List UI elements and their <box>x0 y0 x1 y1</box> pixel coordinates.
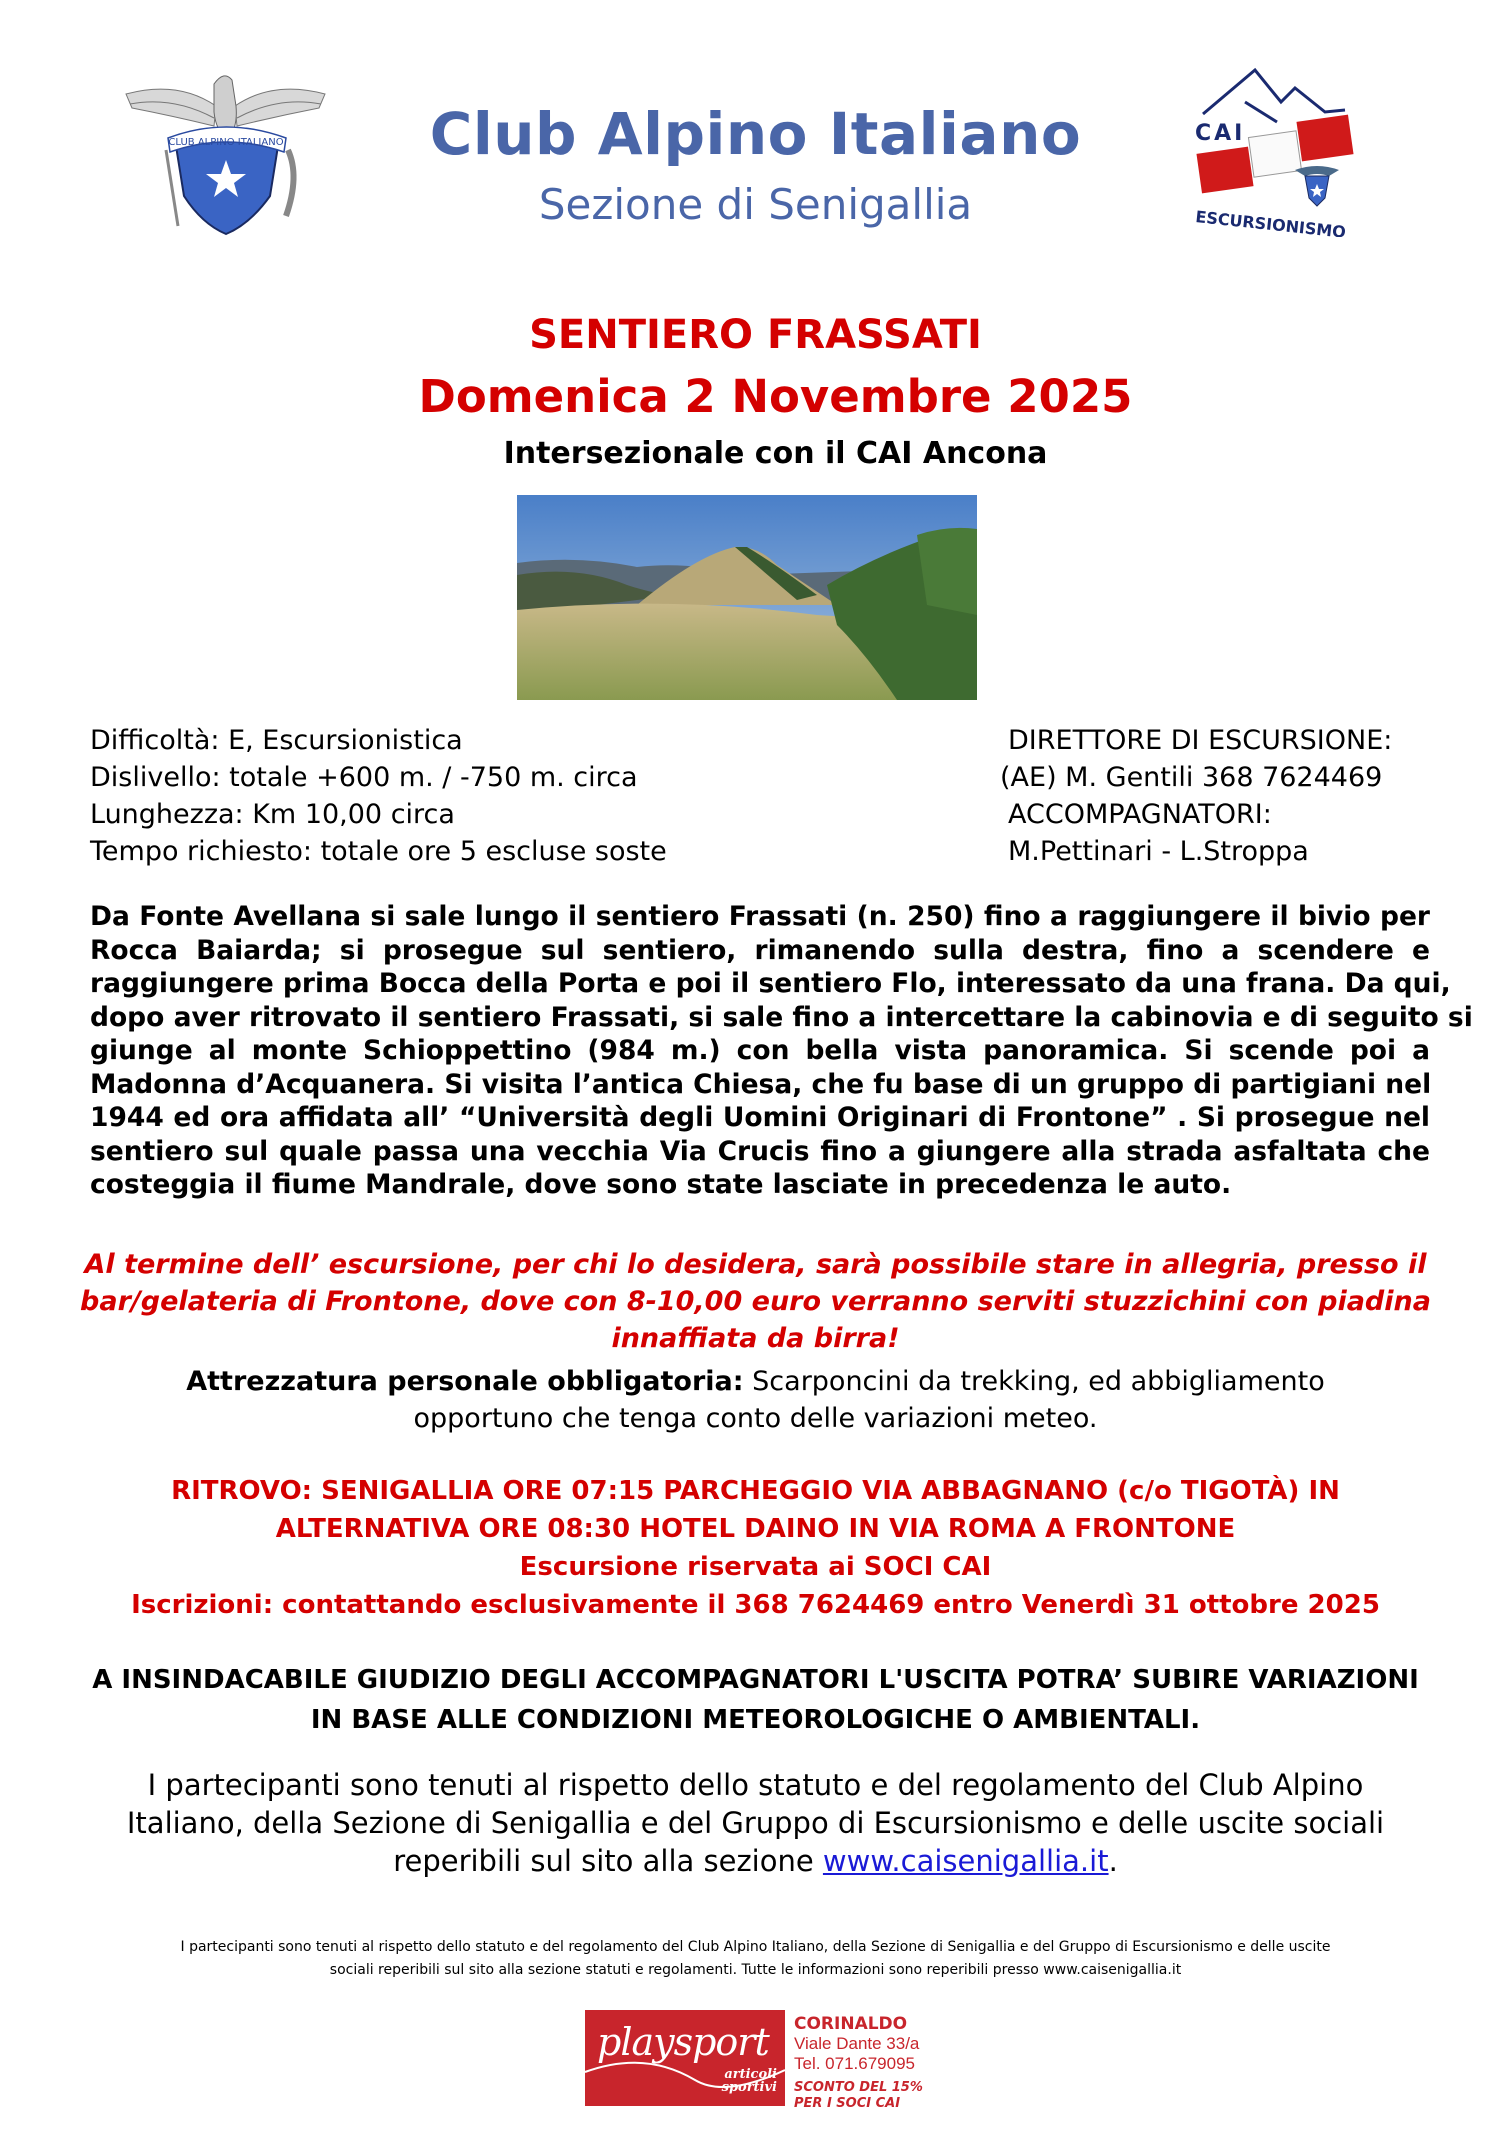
cai-escursionismo-logo-icon <box>1185 62 1365 237</box>
guides-names: M.Pettinari - L.Stroppa <box>1008 836 1309 867</box>
playsport-logo <box>585 2010 785 2106</box>
route-description <box>90 900 1473 1202</box>
description-line: Rocca Baiarda; si prosegue sul sentiero, rimanendo sulla destra, fino a scendere e <box>90 934 1430 966</box>
sponsor-tagline <box>722 2068 777 2094</box>
svg-text:ESCURSIONISMO: ESCURSIONISMO <box>1194 207 1347 237</box>
equipment-section <box>0 1363 1511 1437</box>
meeting-line: RITROVO: SENIGALLIA ORE 07:15 PARCHEGGIO VIA ABBAGNANO (c/o TIGOTÀ) IN <box>171 1476 1340 1506</box>
description-line: raggiungere prima Bocca della Porta e poi il sentiero Flo, interessato da una frana. Da qui, <box>90 968 1451 999</box>
members-only-note: Escursione riservata ai SOCI CAI <box>519 1552 992 1582</box>
website-link[interactable]: www.caisenigallia.it <box>822 1844 1109 1878</box>
participants-line: reperibili sul sito alla sezione <box>393 1844 823 1878</box>
fine-print-line: sociali reperibili sul sito alla sezione statuti e regolamenti. Tutte le informazioni sono reperibili presso www.caisenigallia.it <box>329 1962 1182 1978</box>
description-line: sentiero sul quale passa una vecchia Via Crucis fino a giungere alla strada asfaltata che <box>90 1135 1430 1167</box>
trip-leaders <box>1000 722 1392 870</box>
after-note-line: bar/gelateria di Frontone, dove con 8-10,00 euro verranno serviti stuzzichini con piadina <box>80 1286 1431 1317</box>
discount-line: SCONTO DEL 15% <box>794 2080 923 2095</box>
description-line: 1944 ed ora affidata all’ “Università degli Uomini Originari di Frontone” . Si prosegue nel <box>90 1102 1430 1133</box>
sponsor-discount <box>794 2080 923 2112</box>
fine-print-line: I partecipanti sono tenuti al rispetto dello statuto e del regolamento del Club Alpino Italiano, della Sezione di Senigallia e del Gruppo di Escursionismo e delle uscite <box>180 1939 1331 1955</box>
sponsor-info <box>794 2014 923 2112</box>
equipment-text: Scarponcini da trekking, ed abbigliamento <box>743 1366 1325 1397</box>
after-note-line: Al termine dell’ escursione, per chi lo desidera, sarà possibile stare in allegria, presso il <box>84 1249 1427 1280</box>
event-name: SENTIERO FRASSATI <box>529 312 982 358</box>
description-line: dopo aver ritrovato il sentiero Frassati, si sale fino a intercettare la cabinovia e di seguito si <box>90 1001 1473 1033</box>
footer-fine-print <box>0 1936 1511 1982</box>
after-note-line: innaffiata da birra! <box>611 1323 900 1354</box>
detail-difficulty: Difficoltà: E, Escursionistica <box>90 725 463 756</box>
detail-length: Lunghezza: Km 10,00 circa <box>90 799 455 830</box>
guides-label: ACCOMPAGNATORI: <box>1008 799 1272 830</box>
equipment-label: Attrezzatura personale obbligatoria: <box>186 1366 744 1397</box>
warning-line: IN BASE ALLE CONDIZIONI METEOROLOGICHE O AMBIENTALI. <box>310 1705 1201 1735</box>
participants-line-end: . <box>1108 1844 1118 1878</box>
sponsor-city: CORINALDO <box>794 2014 908 2034</box>
svg-text:CAI: CAI <box>1195 121 1246 146</box>
sponsor-phone: Tel. 071.679095 <box>794 2054 915 2073</box>
detail-time: Tempo richiesto: totale ore 5 escluse soste <box>90 836 667 867</box>
club-title: Club Alpino Italiano <box>429 100 1082 168</box>
participants-notice <box>0 1766 1511 1880</box>
sponsor-address: Viale Dante 33/a <box>794 2034 920 2053</box>
sponsor-brand: playsport <box>597 2020 769 2064</box>
tagline-line: sportivi <box>721 2080 777 2095</box>
emblem-ribbon-text: CLUB ALPINO ITALIANO <box>168 137 284 148</box>
discount-line: PER I SOCI CAI <box>794 2096 901 2111</box>
trip-details <box>90 722 667 870</box>
event-intersection: Intersezionale con il CAI Ancona <box>503 436 1048 471</box>
director-label: DIRETTORE DI ESCURSIONE: <box>1008 725 1393 756</box>
participants-line: I partecipanti sono tenuti al rispetto dello statuto e del regolamento del Club Alpino <box>147 1768 1364 1802</box>
registration-info: Iscrizioni: contattando esclusivamente il 368 7624469 entro Venerdì 31 ottobre 2025 <box>131 1590 1380 1620</box>
equipment-text-2: opportuno che tenga conto delle variazioni meteo. <box>413 1403 1098 1434</box>
description-line: Da Fonte Avellana si sale lungo il sentiero Frassati (n. 250) fino a raggiungere il bivio per <box>90 901 1430 932</box>
weather-warning <box>0 1660 1511 1740</box>
after-hike-note <box>0 1246 1511 1357</box>
meeting-line: ALTERNATIVA ORE 08:30 HOTEL DAINO IN VIA ROMA A FRONTONE <box>275 1514 1236 1544</box>
participants-line: Italiano, della Sezione di Senigallia e del Gruppo di Escursionismo e delle uscite sociali <box>126 1806 1385 1840</box>
mountain-ridge-photo <box>517 495 977 700</box>
description-line: costeggia il fiume Mandrale, dove sono state lasciate in precedenza le auto. <box>90 1169 1232 1200</box>
description-line: giunge al monte Schioppettino (984 m.) con bella vista panoramica. Si scende poi a <box>90 1035 1430 1066</box>
tagline-line: articoli <box>724 2067 777 2082</box>
description-line: Madonna d’Acquanera. Si visita l’antica Chiesa, che fu base di un gruppo di partigiani nel <box>90 1068 1432 1100</box>
director-name: (AE) M. Gentili 368 7624469 <box>1000 762 1383 793</box>
warning-line: A INSINDACABILE GIUDIZIO DEGLI ACCOMPAGNATORI L'USCITA POTRA’ SUBIRE VARIAZIONI <box>92 1665 1419 1695</box>
detail-elevation: Dislivello: totale +600 m. / -750 m. circa <box>90 762 638 793</box>
event-date: Domenica 2 Novembre 2025 <box>418 370 1133 423</box>
sponsor-ad <box>585 2010 935 2110</box>
meeting-info <box>0 1472 1511 1624</box>
club-subtitle: Sezione di Senigallia <box>538 180 973 229</box>
